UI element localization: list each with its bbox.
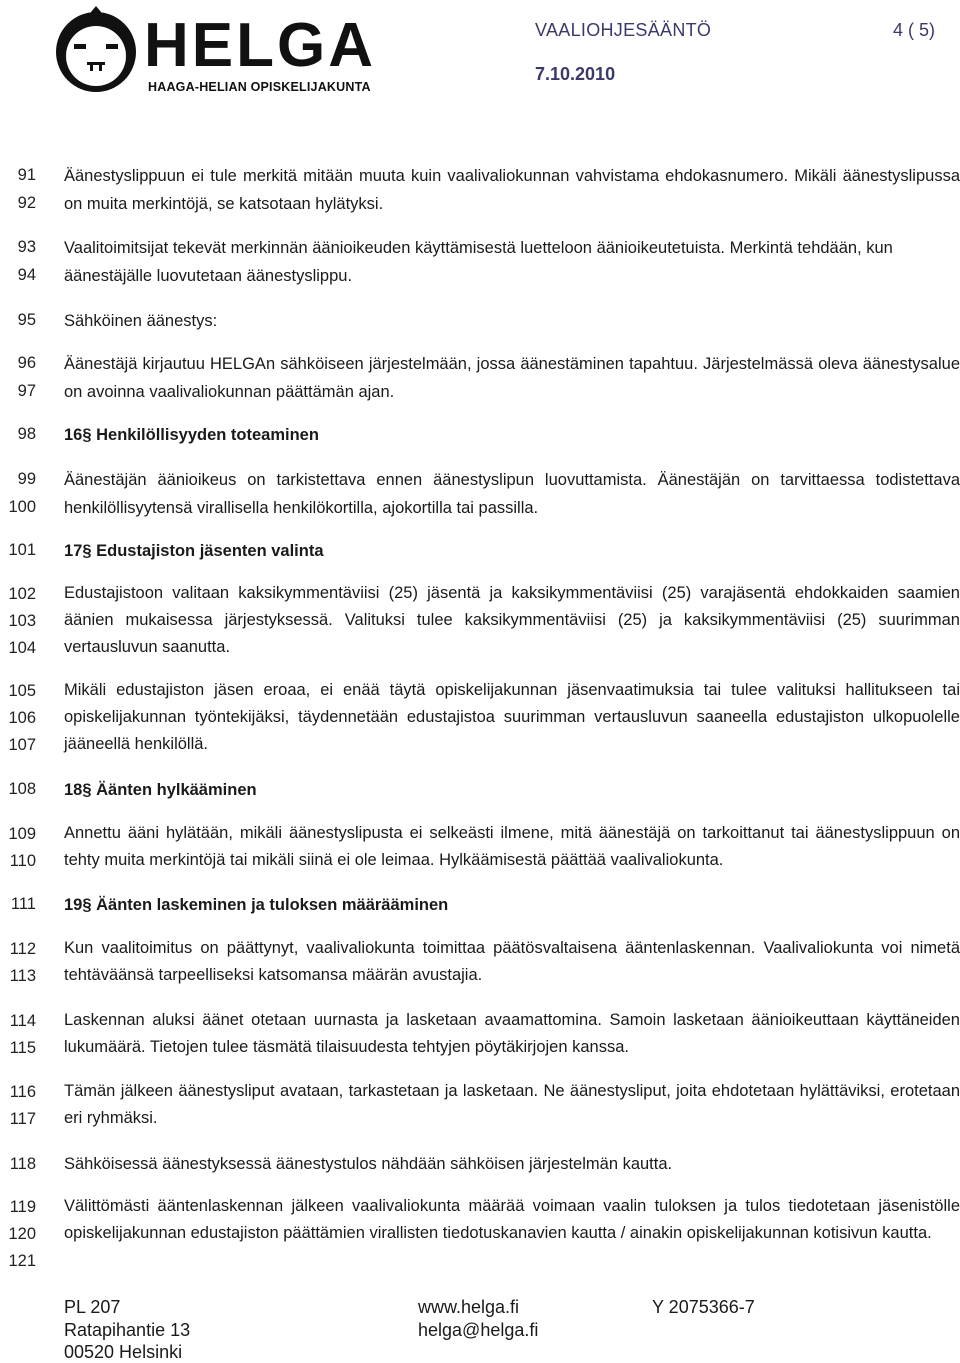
- paragraph: Sähköinen äänestys:: [64, 312, 218, 330]
- line-number: 119: [9, 1198, 36, 1216]
- line-number: 110: [9, 852, 36, 870]
- paragraph: Mikäli edustajiston jäsen eroaa, ei enää täytä opiskelijakunnan jäsenvaatimuksia tai tulee valituksi hallitukseen tai opiskelijakunnan työntekijäksi, täydennetään edustajistoa suurimman vertausluvun saaneella edustajiston ulkopuolelle jääneellä henkilöllä.: [64, 681, 960, 753]
- footer-web: www.helga.fi: [418, 1297, 520, 1317]
- section-heading: 18§ Äänten hylkääminen: [64, 781, 257, 799]
- section-heading: 17§ Edustajiston jäsenten valinta: [64, 542, 324, 560]
- line-number: 115: [9, 1039, 36, 1057]
- line-number: 92: [17, 194, 36, 212]
- line-number: 98: [17, 425, 36, 443]
- line-number: 118: [9, 1155, 36, 1173]
- line-number: 117: [9, 1110, 36, 1128]
- line-number: 102: [8, 585, 36, 603]
- logo-subtitle: HAAGA-HELIAN OPISKELIJAKUNTA: [148, 80, 371, 94]
- document-title: VAALIOHJESÄÄNTÖ: [535, 20, 712, 40]
- line-number: 100: [8, 498, 36, 516]
- page-number: 4 ( 5): [893, 20, 936, 40]
- line-number: 101: [8, 541, 36, 559]
- line-number: 104: [8, 639, 36, 657]
- line-number: 94: [17, 266, 36, 284]
- footer-address-line3: 00520 Helsinki: [64, 1342, 183, 1362]
- line-number: 113: [9, 967, 36, 985]
- line-number: 120: [8, 1225, 36, 1243]
- footer-email: helga@helga.fi: [418, 1320, 539, 1340]
- footer-address-line1: PL 207: [64, 1297, 121, 1317]
- paragraph: Annettu ääni hylätään, mikäli äänestyslipusta ei selkeästi ilmene, mitä äänestäjä on tarkoittanut tai äänestyslippuun on tehty muita merkintöjä tai mikäli siinä ei ole leimaa. Hylkäämisestä päättää vaalivaliokunta.: [64, 824, 960, 869]
- footer-business-id: Y 2075366-7: [652, 1297, 755, 1317]
- line-number: 91: [17, 166, 36, 184]
- line-number: 114: [9, 1012, 36, 1030]
- line-number: 93: [17, 238, 36, 256]
- line-number: 108: [8, 780, 36, 798]
- line-number: 97: [17, 382, 36, 400]
- paragraph: Vaalitoimitsijat tekevät merkinnän äänioikeuden käyttämisestä luetteloon äänioikeutetuista. Merkintä tehdään, kun äänestäjälle luovutetaan äänestyslippu.: [64, 239, 893, 285]
- line-number: 121: [8, 1252, 36, 1270]
- paragraph: Äänestyslippuun ei tule merkitä mitään muuta kuin vaalivaliokunnan vahvistama ehdokasnumero. Mikäli äänestyslipussa on muita merkintöjä, se katsotaan hylätyksi.: [64, 167, 960, 213]
- paragraph: Sähköisessä äänestyksessä äänestystulos nähdään sähköisen järjestelmän kautta.: [64, 1155, 673, 1173]
- line-number: 112: [9, 940, 36, 958]
- paragraph: Välittömästi ääntenlaskennan jälkeen vaalivaliokunta määrää voimaan vaalin tuloksen ja tulos tiedotetaan jäsenistölle opiskelijakunnan edustajiston päättämien virallisten tiedotuskanavien kautta / ainakin opiskelijakunnan kotisivun kautta.: [64, 1197, 960, 1242]
- paragraph: Edustajistoon valitaan kaksikymmentäviisi (25) jäsentä ja kaksikymmentäviisi (25) varajäsentä ehdokkaiden saamien äänien mukaisessa järjestyksessä. Valituksi tulee kaksikymmentäviisi (25) ja kaksikymmentäviisi (25) suurimman vertausluvun saanutta.: [64, 584, 960, 656]
- section-heading: 19§ Äänten laskeminen ja tuloksen määrääminen: [64, 896, 449, 914]
- line-number: 111: [10, 895, 36, 913]
- line-number: 95: [17, 311, 36, 329]
- line-number: 107: [8, 736, 36, 754]
- line-number: 106: [8, 709, 36, 727]
- helga-logo: [52, 4, 376, 104]
- paragraph: Tämän jälkeen äänestysliput avataan, tarkastetaan ja lasketaan. Ne äänestysliput, joita ehdotetaan hylättäviksi, erotetaan eri ryhmäksi.: [64, 1082, 960, 1127]
- line-number: 103: [8, 612, 36, 630]
- footer-address-line2: Ratapihantie 13: [64, 1320, 191, 1340]
- line-number: 109: [8, 825, 36, 843]
- logo-text: HELGA: [144, 11, 376, 80]
- line-number: 105: [8, 682, 36, 700]
- section-heading: 16§ Henkilöllisyyden toteaminen: [64, 426, 319, 444]
- line-number: 116: [9, 1083, 36, 1101]
- paragraph: Kun vaalitoimitus on päättynyt, vaalivaliokunta toimittaa päätösvaltaisena ääntenlaskennan. Vaalivaliokunta voi nimetä tehtäväänsä tarpeelliseksi katsomansa määrän avustajia.: [64, 939, 960, 984]
- document-date: 7.10.2010: [535, 64, 616, 84]
- line-number: 99: [17, 470, 36, 488]
- paragraph: Äänestäjän äänioikeus on tarkistettava ennen äänestyslipun luovuttamista. Äänestäjän on tarvittaessa todistettava henkilöllisyytensä virallisella henkilökortilla, ajokortilla tai passilla.: [64, 471, 960, 517]
- paragraph: Äänestäjä kirjautuu HELGAn sähköiseen järjestelmään, jossa äänestäminen tapahtuu. Järjestelmässä oleva äänestysalue on avoinna vaalivaliokunnan päättämän ajan.: [64, 355, 960, 401]
- line-number: 96: [17, 354, 36, 372]
- paragraph: Laskennan aluksi äänet otetaan uurnasta ja lasketaan avaamattomina. Samoin lasketaan äänioikeuttaan käyttäneiden lukumäärä. Tietojen tulee täsmätä tilaisuudesta tehtyjen pöytäkirjojen kanssa.: [64, 1011, 960, 1056]
